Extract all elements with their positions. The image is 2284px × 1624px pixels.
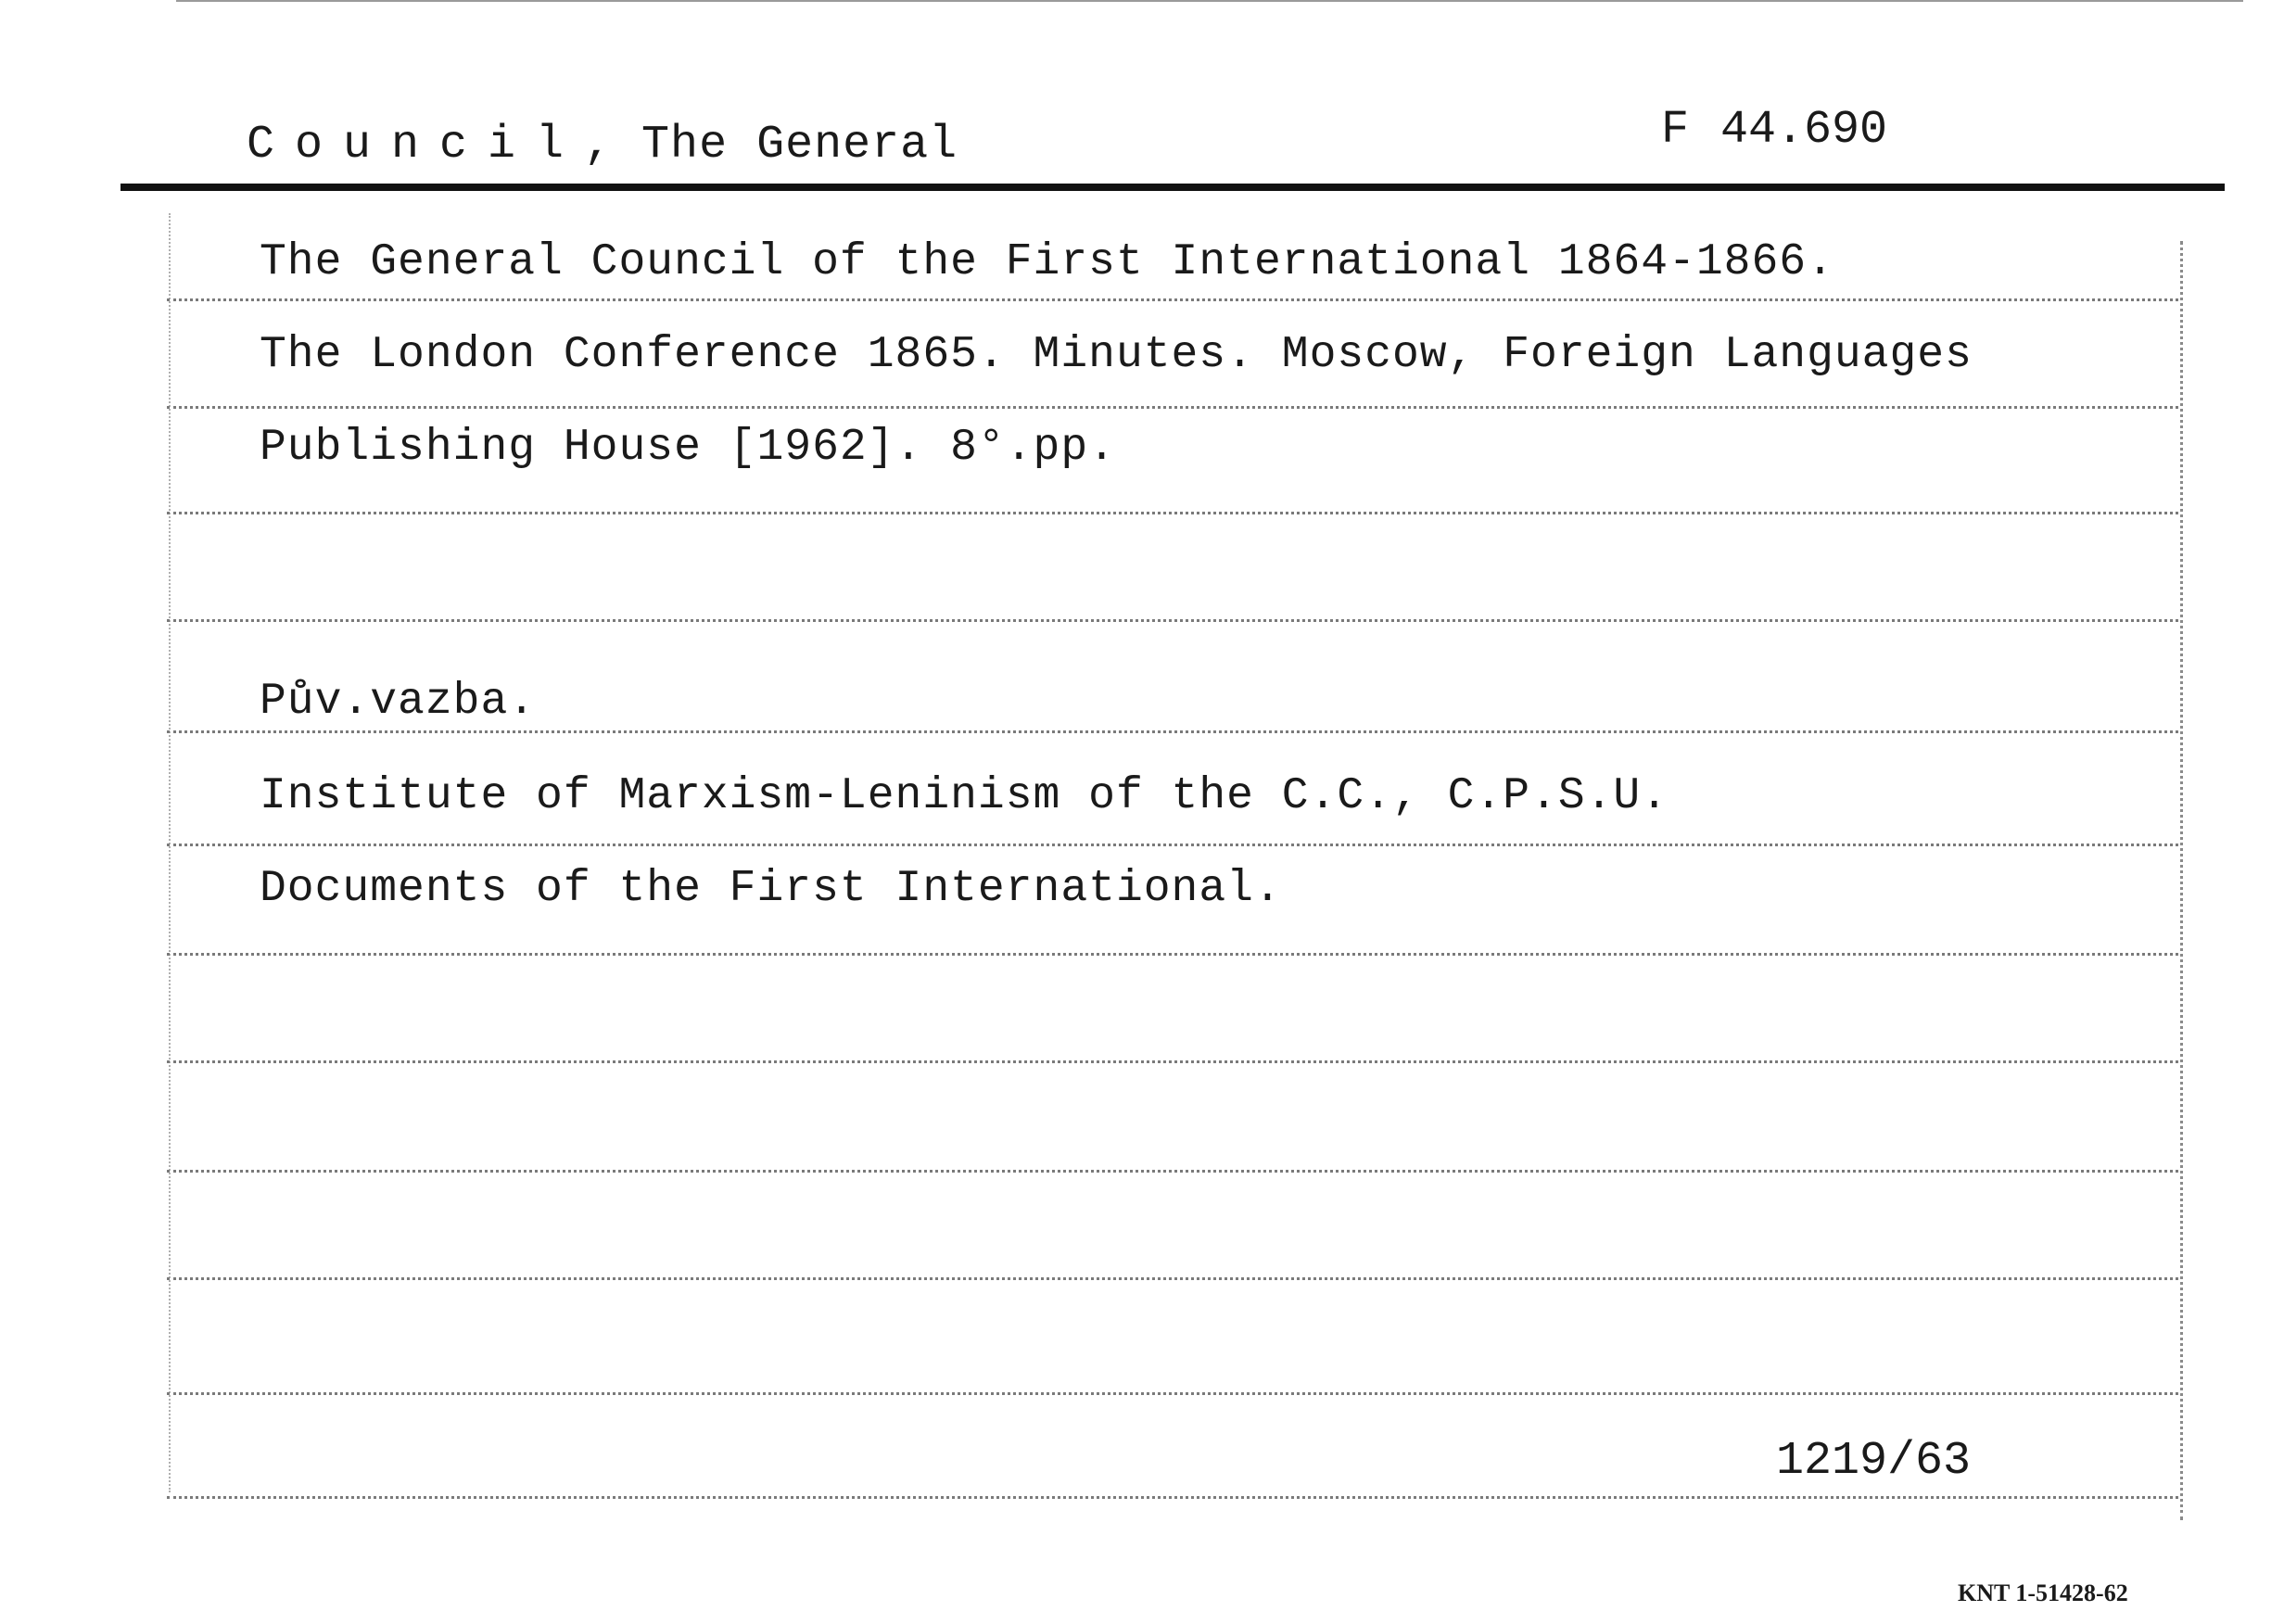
card-heading — [247, 119, 958, 171]
ruled-line — [167, 298, 2178, 301]
ruled-line — [167, 1277, 2178, 1280]
right-margin-line — [2180, 241, 2183, 1520]
ruled-line — [167, 1392, 2178, 1395]
accession-number: 1219/63 — [1776, 1435, 1972, 1488]
ruled-line — [167, 619, 2178, 622]
ruled-line — [167, 730, 2178, 733]
ruled-line — [167, 1496, 2178, 1499]
ruled-line — [167, 1060, 2178, 1063]
card-top-edge — [176, 0, 2243, 2]
header-divider — [121, 184, 2225, 191]
ruled-line — [167, 512, 2178, 514]
ruled-line — [167, 406, 2178, 409]
call-number-prefix: F — [1661, 104, 1690, 157]
series-title: Documents of the First International. — [260, 864, 1282, 914]
title-line-1: The General Council of the First International 1864-1866. — [260, 237, 1834, 287]
binding-note: Pův.vazba. — [260, 677, 537, 727]
title-line-2: The London Conference 1865. Minutes. Moscow, Foreign Languages — [260, 330, 1973, 380]
heading-rest: , The General — [584, 119, 958, 171]
author-institution: Institute of Marxism-Leninism of the C.C., C.P.S.U. — [260, 771, 1669, 821]
heading-word: Council — [247, 119, 585, 171]
printer-code: KNT 1-51428-62 — [1958, 1580, 2128, 1606]
ruled-line — [167, 953, 2178, 956]
ruled-line — [167, 1170, 2178, 1173]
left-margin-line — [169, 213, 171, 1492]
call-number — [1661, 104, 1887, 157]
call-number-value: 44.690 — [1720, 104, 1888, 157]
title-line-3: Publishing House [1962]. 8°.pp. — [260, 423, 1116, 473]
ruled-line — [167, 844, 2178, 846]
